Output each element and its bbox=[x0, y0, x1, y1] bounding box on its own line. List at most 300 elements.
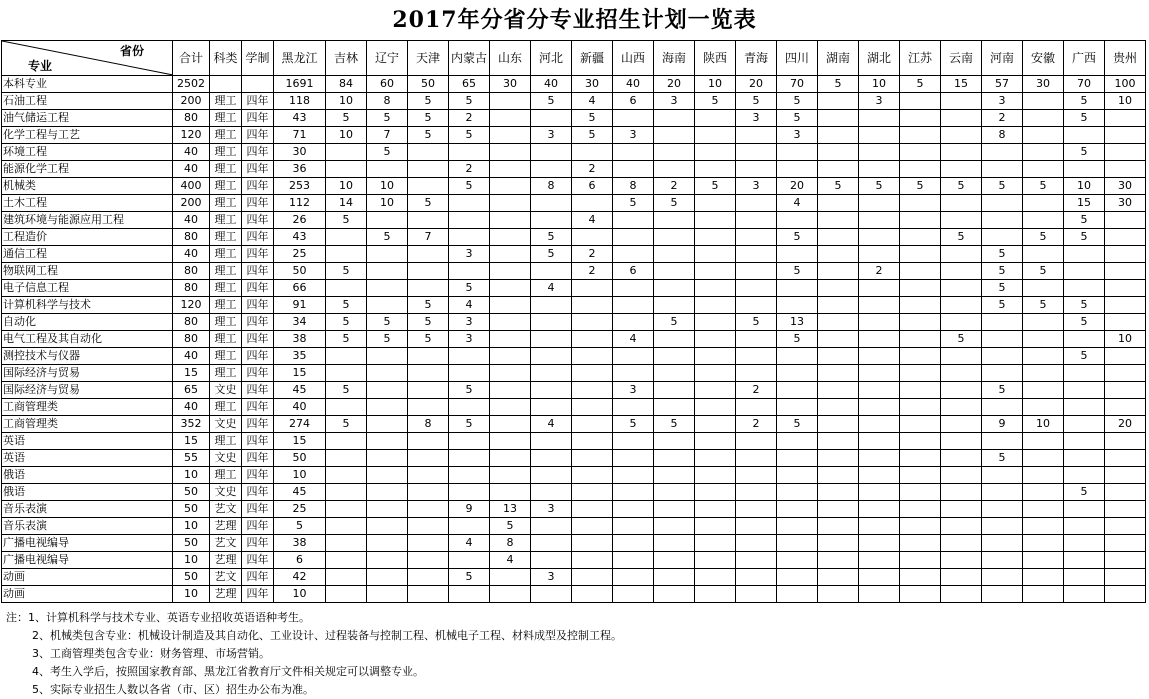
total-cell: 80 bbox=[173, 110, 210, 127]
quota-cell bbox=[777, 467, 818, 484]
major-cell: 物联网工程 bbox=[2, 263, 173, 280]
quota-cell bbox=[613, 399, 654, 416]
province-header: 新疆 bbox=[572, 41, 613, 76]
quota-cell bbox=[859, 552, 900, 569]
quota-cell bbox=[654, 229, 695, 246]
table-row bbox=[2, 569, 1146, 586]
quota-cell: 3 bbox=[531, 127, 572, 144]
quota-cell bbox=[736, 501, 777, 518]
major-cell: 广播电视编导 bbox=[2, 535, 173, 552]
table-row bbox=[2, 501, 1146, 518]
quota-cell bbox=[695, 484, 736, 501]
quota-cell bbox=[654, 484, 695, 501]
quota-cell: 15 bbox=[941, 76, 982, 93]
total-cell: 200 bbox=[173, 195, 210, 212]
category-cell: 理工 bbox=[210, 195, 242, 212]
quota-cell: 5 bbox=[326, 212, 367, 229]
quota-cell bbox=[777, 518, 818, 535]
quota-cell: 5 bbox=[777, 229, 818, 246]
quota-cell: 26 bbox=[274, 212, 326, 229]
quota-cell: 4 bbox=[449, 535, 490, 552]
quota-cell: 10 bbox=[695, 76, 736, 93]
quota-cell bbox=[1023, 127, 1064, 144]
quota-cell bbox=[490, 399, 531, 416]
quota-cell bbox=[490, 331, 531, 348]
quota-cell bbox=[367, 297, 408, 314]
duration-cell: 四年 bbox=[242, 178, 274, 195]
table-row bbox=[2, 535, 1146, 552]
duration-cell: 四年 bbox=[242, 110, 274, 127]
quota-cell bbox=[736, 518, 777, 535]
category-cell: 理工 bbox=[210, 246, 242, 263]
notes bbox=[0, 609, 1149, 699]
quota-cell bbox=[367, 586, 408, 603]
province-header: 云南 bbox=[941, 41, 982, 76]
total-cell: 120 bbox=[173, 127, 210, 144]
quota-cell: 5 bbox=[326, 416, 367, 433]
quota-cell bbox=[613, 484, 654, 501]
quota-cell: 57 bbox=[982, 76, 1023, 93]
quota-cell: 253 bbox=[274, 178, 326, 195]
major-cell: 通信工程 bbox=[2, 246, 173, 263]
quota-cell: 14 bbox=[326, 195, 367, 212]
quota-cell bbox=[1105, 535, 1146, 552]
category-cell: 艺文 bbox=[210, 501, 242, 518]
quota-cell bbox=[326, 399, 367, 416]
duration-cell: 四年 bbox=[242, 144, 274, 161]
quota-cell bbox=[490, 246, 531, 263]
quota-cell bbox=[1023, 212, 1064, 229]
quota-cell bbox=[367, 382, 408, 399]
quota-cell bbox=[818, 127, 859, 144]
quota-cell: 6 bbox=[613, 263, 654, 280]
province-header: 青海 bbox=[736, 41, 777, 76]
quota-cell bbox=[449, 552, 490, 569]
quota-cell bbox=[490, 314, 531, 331]
quota-cell bbox=[982, 552, 1023, 569]
quota-cell bbox=[654, 263, 695, 280]
quota-cell: 71 bbox=[274, 127, 326, 144]
total-cell: 2502 bbox=[173, 76, 210, 93]
province-header: 陕西 bbox=[695, 41, 736, 76]
quota-cell: 5 bbox=[326, 263, 367, 280]
quota-cell bbox=[982, 518, 1023, 535]
quota-cell: 5 bbox=[654, 314, 695, 331]
quota-cell: 30 bbox=[1105, 195, 1146, 212]
province-header: 湖北 bbox=[859, 41, 900, 76]
quota-cell bbox=[777, 280, 818, 297]
quota-cell: 5 bbox=[941, 178, 982, 195]
quota-cell bbox=[695, 382, 736, 399]
quota-cell: 35 bbox=[274, 348, 326, 365]
quota-cell bbox=[859, 331, 900, 348]
quota-cell bbox=[449, 212, 490, 229]
quota-cell bbox=[654, 127, 695, 144]
quota-cell bbox=[777, 569, 818, 586]
quota-cell: 5 bbox=[408, 297, 449, 314]
quota-cell bbox=[408, 263, 449, 280]
quota-cell bbox=[900, 110, 941, 127]
quota-cell: 45 bbox=[274, 382, 326, 399]
quota-cell bbox=[941, 297, 982, 314]
quota-cell bbox=[654, 518, 695, 535]
quota-cell: 5 bbox=[408, 314, 449, 331]
quota-cell bbox=[654, 382, 695, 399]
quota-cell bbox=[613, 348, 654, 365]
quota-cell bbox=[654, 212, 695, 229]
quota-cell bbox=[613, 365, 654, 382]
quota-cell bbox=[941, 433, 982, 450]
quota-cell bbox=[408, 212, 449, 229]
quota-cell bbox=[1105, 433, 1146, 450]
quota-cell bbox=[818, 399, 859, 416]
quota-cell bbox=[531, 450, 572, 467]
quota-cell: 5 bbox=[777, 263, 818, 280]
quota-cell bbox=[1105, 314, 1146, 331]
quota-cell bbox=[326, 161, 367, 178]
quota-cell bbox=[490, 212, 531, 229]
quota-cell: 84 bbox=[326, 76, 367, 93]
quota-cell bbox=[490, 110, 531, 127]
quota-cell: 8 bbox=[367, 93, 408, 110]
quota-cell bbox=[408, 552, 449, 569]
quota-cell: 6 bbox=[274, 552, 326, 569]
quota-cell bbox=[1105, 229, 1146, 246]
quota-cell: 8 bbox=[613, 178, 654, 195]
quota-cell bbox=[941, 127, 982, 144]
quota-cell bbox=[695, 586, 736, 603]
quota-cell bbox=[859, 110, 900, 127]
duration-cell bbox=[242, 76, 274, 93]
quota-cell bbox=[941, 195, 982, 212]
quota-cell bbox=[695, 569, 736, 586]
quota-cell bbox=[654, 433, 695, 450]
quota-cell bbox=[367, 450, 408, 467]
quota-cell: 5 bbox=[326, 110, 367, 127]
quota-cell bbox=[859, 246, 900, 263]
quota-cell: 5 bbox=[982, 246, 1023, 263]
quota-cell: 30 bbox=[1105, 178, 1146, 195]
quota-cell: 2 bbox=[654, 178, 695, 195]
quota-cell bbox=[736, 212, 777, 229]
quota-cell bbox=[572, 518, 613, 535]
quota-cell bbox=[1023, 280, 1064, 297]
quota-cell bbox=[1105, 348, 1146, 365]
category-cell: 理工 bbox=[210, 110, 242, 127]
quota-cell: 8 bbox=[490, 535, 531, 552]
quota-cell bbox=[367, 280, 408, 297]
quota-cell bbox=[449, 467, 490, 484]
quota-cell bbox=[777, 246, 818, 263]
quota-cell bbox=[859, 535, 900, 552]
category-cell: 理工 bbox=[210, 229, 242, 246]
quota-cell bbox=[1064, 280, 1105, 297]
quota-cell bbox=[1105, 586, 1146, 603]
quota-cell bbox=[367, 501, 408, 518]
quota-cell bbox=[326, 467, 367, 484]
quota-cell bbox=[1105, 382, 1146, 399]
quota-cell: 3 bbox=[654, 93, 695, 110]
quota-cell bbox=[1023, 518, 1064, 535]
quota-cell bbox=[572, 433, 613, 450]
quota-cell: 10 bbox=[1105, 331, 1146, 348]
quota-cell: 100 bbox=[1105, 76, 1146, 93]
quota-cell bbox=[613, 569, 654, 586]
quota-cell bbox=[531, 144, 572, 161]
quota-cell: 5 bbox=[572, 127, 613, 144]
quota-cell bbox=[1023, 552, 1064, 569]
quota-cell bbox=[941, 246, 982, 263]
quota-cell bbox=[695, 348, 736, 365]
quota-cell bbox=[326, 535, 367, 552]
quota-cell bbox=[449, 263, 490, 280]
quota-cell bbox=[736, 144, 777, 161]
quota-cell bbox=[900, 331, 941, 348]
quota-cell bbox=[572, 586, 613, 603]
quota-cell bbox=[900, 416, 941, 433]
quota-cell bbox=[941, 280, 982, 297]
major-cell: 广播电视编导 bbox=[2, 552, 173, 569]
quota-cell bbox=[1105, 110, 1146, 127]
category-cell: 理工 bbox=[210, 348, 242, 365]
quota-cell bbox=[818, 93, 859, 110]
quota-cell bbox=[859, 518, 900, 535]
quota-cell: 66 bbox=[274, 280, 326, 297]
quota-cell: 43 bbox=[274, 110, 326, 127]
quota-cell: 3 bbox=[982, 93, 1023, 110]
quota-cell: 5 bbox=[982, 263, 1023, 280]
quota-cell bbox=[1064, 433, 1105, 450]
quota-cell bbox=[695, 246, 736, 263]
quota-cell: 2 bbox=[859, 263, 900, 280]
quota-cell bbox=[941, 348, 982, 365]
major-cell: 能源化学工程 bbox=[2, 161, 173, 178]
quota-cell: 5 bbox=[1064, 110, 1105, 127]
quota-cell bbox=[982, 314, 1023, 331]
quota-cell bbox=[695, 161, 736, 178]
quota-cell bbox=[941, 365, 982, 382]
category-cell: 艺文 bbox=[210, 535, 242, 552]
table-row bbox=[2, 212, 1146, 229]
quota-cell bbox=[859, 144, 900, 161]
quota-cell: 5 bbox=[982, 382, 1023, 399]
quota-cell bbox=[531, 331, 572, 348]
quota-cell bbox=[367, 484, 408, 501]
quota-cell bbox=[531, 433, 572, 450]
quota-cell bbox=[367, 416, 408, 433]
quota-cell: 5 bbox=[1064, 484, 1105, 501]
quota-cell bbox=[654, 348, 695, 365]
quota-cell bbox=[1023, 110, 1064, 127]
quota-cell bbox=[408, 399, 449, 416]
major-cell: 化学工程与工艺 bbox=[2, 127, 173, 144]
duration-cell: 四年 bbox=[242, 467, 274, 484]
quota-cell: 10 bbox=[1064, 178, 1105, 195]
duration-cell: 四年 bbox=[242, 399, 274, 416]
quota-cell bbox=[859, 195, 900, 212]
quota-cell bbox=[613, 314, 654, 331]
quota-cell bbox=[900, 518, 941, 535]
quota-cell: 4 bbox=[449, 297, 490, 314]
quota-cell bbox=[900, 246, 941, 263]
table-row bbox=[2, 484, 1146, 501]
quota-cell bbox=[1064, 127, 1105, 144]
quota-cell bbox=[490, 161, 531, 178]
quota-cell bbox=[777, 484, 818, 501]
quota-cell bbox=[572, 195, 613, 212]
quota-cell bbox=[818, 110, 859, 127]
major-cell: 动画 bbox=[2, 569, 173, 586]
duration-cell: 四年 bbox=[242, 365, 274, 382]
quota-cell bbox=[613, 501, 654, 518]
quota-cell bbox=[326, 348, 367, 365]
quota-cell bbox=[490, 263, 531, 280]
quota-cell bbox=[1064, 586, 1105, 603]
quota-cell bbox=[982, 535, 1023, 552]
quota-cell bbox=[367, 263, 408, 280]
quota-cell bbox=[490, 280, 531, 297]
quota-cell bbox=[408, 246, 449, 263]
quota-cell bbox=[695, 280, 736, 297]
quota-cell bbox=[367, 535, 408, 552]
total-cell: 15 bbox=[173, 365, 210, 382]
quota-cell: 3 bbox=[531, 569, 572, 586]
quota-cell bbox=[531, 382, 572, 399]
quota-cell bbox=[367, 365, 408, 382]
major-cell: 石油工程 bbox=[2, 93, 173, 110]
quota-cell: 50 bbox=[408, 76, 449, 93]
table-row bbox=[2, 110, 1146, 127]
quota-cell: 34 bbox=[274, 314, 326, 331]
quota-cell bbox=[1023, 433, 1064, 450]
quota-cell bbox=[490, 450, 531, 467]
quota-cell bbox=[859, 127, 900, 144]
province-header: 河北 bbox=[531, 41, 572, 76]
quota-cell bbox=[572, 450, 613, 467]
quota-cell: 5 bbox=[900, 178, 941, 195]
province-header: 辽宁 bbox=[367, 41, 408, 76]
quota-cell: 36 bbox=[274, 161, 326, 178]
duration-cell: 四年 bbox=[242, 246, 274, 263]
quota-cell bbox=[326, 586, 367, 603]
province-axis-label: 省份 bbox=[119, 44, 144, 58]
quota-cell bbox=[1105, 297, 1146, 314]
quota-cell bbox=[531, 297, 572, 314]
quota-cell bbox=[1105, 280, 1146, 297]
quota-cell bbox=[326, 484, 367, 501]
quota-cell bbox=[695, 433, 736, 450]
quota-cell: 3 bbox=[736, 110, 777, 127]
quota-cell bbox=[654, 569, 695, 586]
duration-cell: 四年 bbox=[242, 450, 274, 467]
province-header: 贵州 bbox=[1105, 41, 1146, 76]
quota-cell: 5 bbox=[408, 110, 449, 127]
quota-cell bbox=[695, 229, 736, 246]
quota-cell bbox=[900, 399, 941, 416]
quota-cell bbox=[572, 280, 613, 297]
quota-cell bbox=[982, 348, 1023, 365]
quota-cell: 5 bbox=[1023, 297, 1064, 314]
category-cell: 文史 bbox=[210, 484, 242, 501]
quota-cell bbox=[695, 263, 736, 280]
quota-cell bbox=[1105, 144, 1146, 161]
quota-cell: 5 bbox=[736, 93, 777, 110]
quota-cell bbox=[654, 161, 695, 178]
quota-cell: 8 bbox=[408, 416, 449, 433]
quota-cell bbox=[982, 229, 1023, 246]
province-header: 黑龙江 bbox=[274, 41, 326, 76]
quota-cell bbox=[736, 433, 777, 450]
quota-cell bbox=[449, 348, 490, 365]
quota-cell bbox=[859, 212, 900, 229]
quota-cell bbox=[408, 467, 449, 484]
quota-cell: 70 bbox=[1064, 76, 1105, 93]
province-header: 江苏 bbox=[900, 41, 941, 76]
quota-cell: 40 bbox=[274, 399, 326, 416]
quota-cell bbox=[818, 229, 859, 246]
total-cell: 400 bbox=[173, 178, 210, 195]
quota-cell bbox=[859, 433, 900, 450]
enrollment-plan-table bbox=[1, 40, 1146, 603]
quota-cell bbox=[367, 212, 408, 229]
quota-cell bbox=[982, 331, 1023, 348]
table-row bbox=[2, 297, 1146, 314]
quota-cell: 20 bbox=[777, 178, 818, 195]
quota-cell bbox=[1064, 450, 1105, 467]
quota-cell bbox=[367, 399, 408, 416]
quota-cell bbox=[777, 399, 818, 416]
quota-cell: 10 bbox=[367, 195, 408, 212]
quota-cell bbox=[941, 501, 982, 518]
quota-cell bbox=[408, 518, 449, 535]
quota-cell: 5 bbox=[982, 450, 1023, 467]
quota-cell: 13 bbox=[777, 314, 818, 331]
quota-cell bbox=[490, 93, 531, 110]
quota-cell bbox=[490, 297, 531, 314]
quota-cell bbox=[900, 314, 941, 331]
quota-cell bbox=[695, 297, 736, 314]
quota-cell bbox=[695, 501, 736, 518]
quota-cell bbox=[818, 280, 859, 297]
quota-cell: 5 bbox=[1023, 263, 1064, 280]
total-cell: 40 bbox=[173, 212, 210, 229]
major-cell: 电气工程及其自动化 bbox=[2, 331, 173, 348]
quota-cell: 5 bbox=[449, 127, 490, 144]
quota-cell bbox=[490, 569, 531, 586]
quota-cell bbox=[818, 382, 859, 399]
category-cell: 理工 bbox=[210, 93, 242, 110]
quota-cell bbox=[695, 399, 736, 416]
quota-cell bbox=[900, 569, 941, 586]
quota-cell: 10 bbox=[859, 76, 900, 93]
quota-cell bbox=[613, 450, 654, 467]
quota-cell bbox=[859, 399, 900, 416]
quota-cell bbox=[449, 365, 490, 382]
quota-cell bbox=[490, 382, 531, 399]
quota-cell: 7 bbox=[367, 127, 408, 144]
category-cell: 文史 bbox=[210, 382, 242, 399]
quota-cell bbox=[1105, 569, 1146, 586]
quota-cell bbox=[859, 280, 900, 297]
quota-cell: 40 bbox=[531, 76, 572, 93]
quota-cell bbox=[572, 569, 613, 586]
quota-cell bbox=[941, 569, 982, 586]
quota-cell bbox=[531, 535, 572, 552]
quota-cell: 3 bbox=[449, 331, 490, 348]
duration-cell: 四年 bbox=[242, 382, 274, 399]
quota-cell bbox=[1023, 93, 1064, 110]
quota-cell bbox=[326, 518, 367, 535]
